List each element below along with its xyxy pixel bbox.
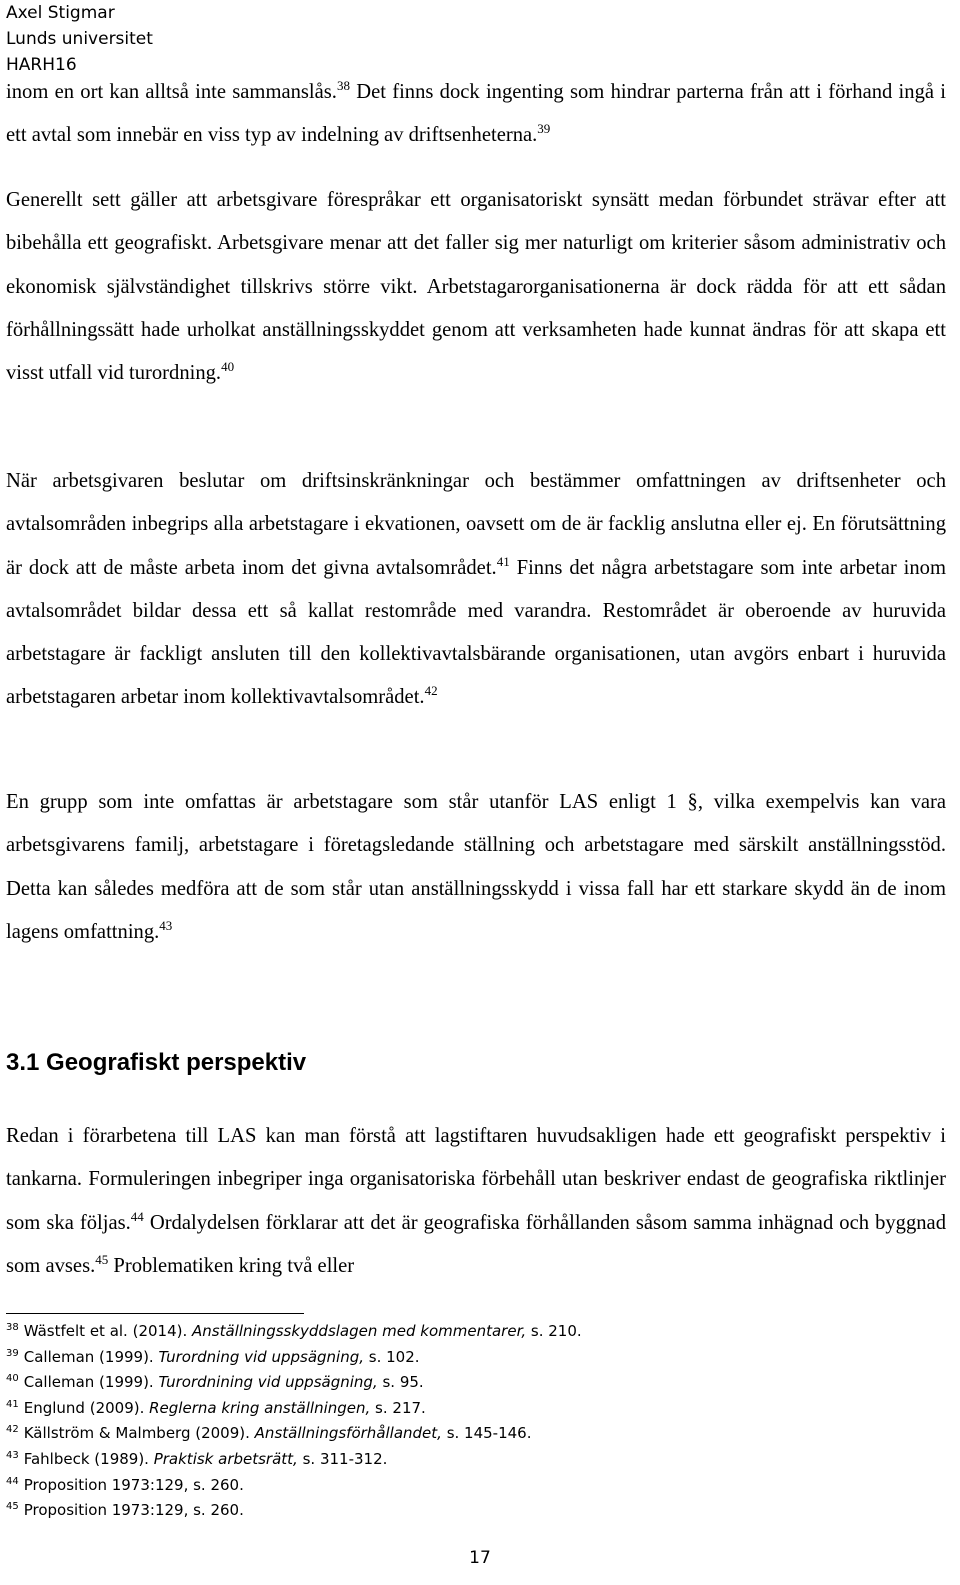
footnote-item [6,1396,582,1422]
footnote-title: Anställningsskyddslagen med kommentarer, [192,1322,527,1340]
footnote-source: Proposition 1973:129, s. 260. [23,1475,244,1494]
paragraph-2 [6,179,946,395]
footnote-number: 41 [6,1398,19,1410]
footnote-title: Reglerna kring anställningen, [149,1398,371,1417]
footnote-item [6,1370,582,1396]
footnote-item [6,1447,582,1473]
paragraph-5 [6,1115,946,1288]
footnote-page: s. 311-312. [297,1449,388,1468]
paragraph-text: Det finns dock ingenting som hindrar parterna från att i förhand ingå i ett avtal som innebär en viss typ av indelning av driftsenheterna. [6,81,946,147]
footnote-page: s. 217. [370,1398,426,1417]
footnote-number: 44 [6,1475,19,1487]
section-heading: 3.1 Geografiskt perspektiv [6,1049,307,1076]
footnote-number: 39 [6,1347,19,1359]
footnote-title: Anställningsförhållandet, [254,1424,442,1443]
footnote-number: 42 [6,1424,19,1436]
paragraph-text: Problematiken kring två eller [108,1254,355,1277]
footnote-item [6,1421,582,1447]
header-author: Axel Stigmar [6,3,115,23]
footnote-title: Turordnining vid uppsägning, [158,1373,378,1392]
paragraph-4 [6,781,946,954]
header-university: Lunds universitet [6,29,153,49]
header-course: HARH16 [6,55,77,75]
footnote-source: Calleman (1999). [23,1347,159,1366]
footnote-title: Praktisk arbetsrätt, [153,1449,298,1468]
footnote-page: s. 145-146. [441,1424,532,1443]
footnote-source: Källström & Malmberg (2009). [23,1424,255,1443]
footnote-title: Turordning vid uppsägning, [158,1347,365,1366]
footnote-ref: 45 [95,1252,109,1268]
footnote-ref: 40 [221,359,235,375]
footnote-source: Calleman (1999). [23,1373,159,1392]
footnote-number: 45 [6,1501,19,1513]
footnote-page: s. 102. [364,1347,420,1366]
page-header [6,0,153,78]
paragraph-text: Generellt sett gäller att arbetsgivare förespråkar ett organisatoriskt synsätt medan förbundet strävar efter att bibehålla ett geografiskt. Arbetsgivare menar att det faller sig mer naturligt om kriterier såsom administrativ och ekonomisk självständighet tillskrivs större vikt. Arbetstagarorganisationerna är dock rädda för att ett sådan förhållningssätt hade urholkat anställningsskyddet genom att verksamheten hade kunnat ändras för att skapa ett visst utfall vid turordning. [6,189,946,385]
paragraph-1 [6,71,946,158]
footnote-page: s. 95. [377,1373,424,1392]
footnote-source: Englund (2009). [23,1398,150,1417]
footnote-page: s. 210. [526,1322,582,1340]
paragraph-text: När arbetsgivaren beslutar om driftsinskränkningar och bestämmer omfattningen av driftsenheter och avtalsområden inbegrips alla arbetstagare i ekvationen, oavsett om de är facklig anslutna eller ej. En förutsättning är dock att de måste arbeta inom det givna avtalsområdet. [6,470,946,579]
footnote-ref: 38 [336,78,350,94]
footnote-source: Fahlbeck (1989). [23,1449,154,1468]
paragraph-text: Finns det några arbetstagare som inte arbetar inom avtalsområdet bildar dessa ett så kallat restområde med varandra. Restområdet är oberoende av huruvida arbetstagare är fackligt ansluten till den kollektivavtalsbärande organisationen, utan avgörs enbart i huruvida arbetstagaren arbetar inom kollektivavtalsområdet. [6,556,946,709]
footnote-ref: 44 [130,1208,144,1224]
footnote-item [6,1473,582,1499]
footnote-item [6,1345,582,1371]
footnote-source: Wästfelt et al. (2014). [23,1322,193,1340]
footnote-ref: 39 [537,121,551,137]
footnote-number: 38 [6,1322,19,1333]
paragraph-3 [6,460,946,720]
footnote-ref: 41 [496,553,510,569]
page-number: 17 [469,1548,491,1568]
paragraph-text: Redan i förarbetena till LAS kan man förstå att lagstiftaren huvudsakligen hade ett geografiskt perspektiv i tankarna. Formuleringen inbegriper inga organisatoriska förbehåll utan beskriver endast de geografiska riktlinjer som ska följas. [6,1125,946,1234]
footnote-ref: 42 [424,683,438,699]
footnote-number: 43 [6,1449,19,1461]
footnote-item [6,1319,582,1345]
footnote-item [6,1498,582,1524]
footnote-separator [6,1313,304,1314]
footnote-source: Proposition 1973:129, s. 260. [23,1501,244,1520]
footnote-ref: 43 [159,918,173,934]
footnotes [6,1319,582,1524]
footnote-number: 40 [6,1373,19,1385]
paragraph-text: En grupp som inte omfattas är arbetstagare som står utanför LAS enligt 1 §, vilka exempelvis kan vara arbetsgivarens familj, arbetstagare i företagsledande ställning och arbetstagare med särskilt anställningsstöd. Detta kan således medföra att de som står utan anställningsskydd i vissa fall har ett starkare skydd än de inom lagens omfattning. [6,791,946,943]
paragraph-text: inom en ort kan alltså inte sammanslås. [6,81,337,103]
paragraph-text: Ordalydelsen förklarar att det är geografiska förhållanden såsom samma inhägnad och byggnad som avses. [6,1211,946,1277]
